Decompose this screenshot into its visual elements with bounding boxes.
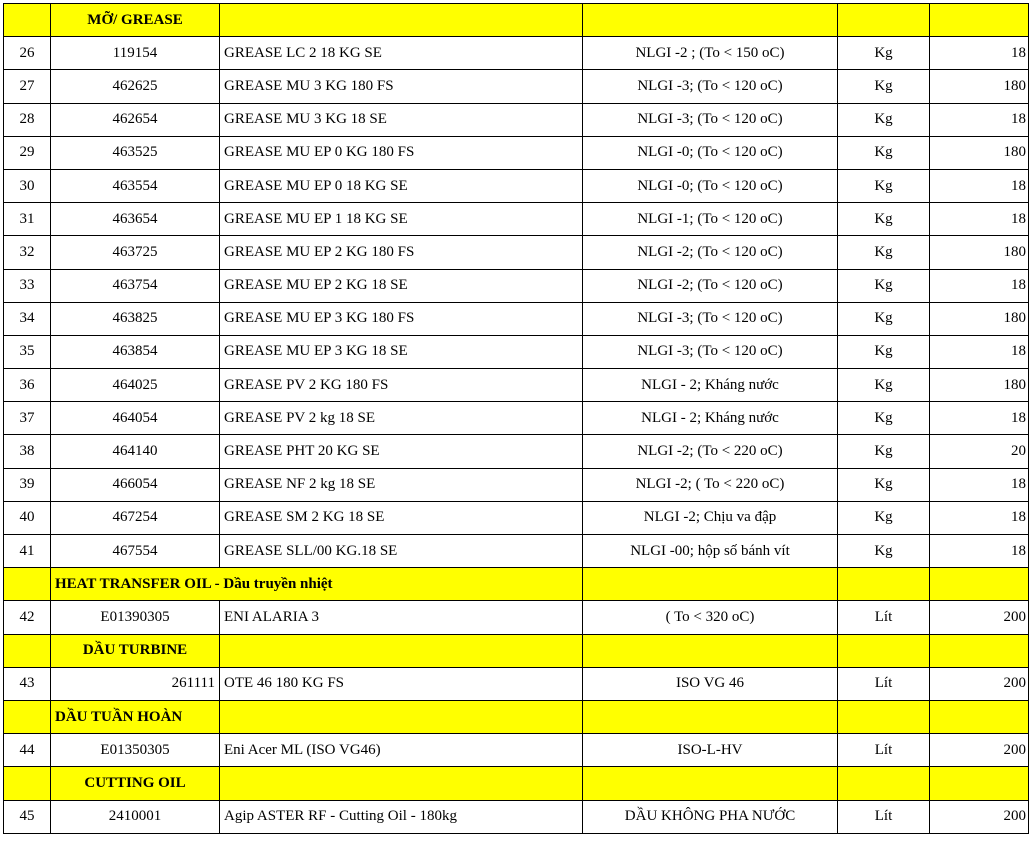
product-quantity: 18: [930, 37, 1029, 70]
product-quantity: 180: [930, 302, 1029, 335]
product-quantity: 200: [930, 667, 1029, 700]
product-code: 464025: [51, 369, 220, 402]
row-number: 34: [4, 302, 51, 335]
product-spec: NLGI - 2; Kháng nước: [583, 402, 838, 435]
product-name: GREASE PV 2 KG 180 FS: [220, 369, 583, 402]
product-code: 462625: [51, 70, 220, 103]
product-quantity: 180: [930, 369, 1029, 402]
product-table-body: [4, 4, 1029, 834]
product-quantity: 18: [930, 169, 1029, 202]
row-number: 30: [4, 169, 51, 202]
product-quantity: 180: [930, 136, 1029, 169]
product-spec: ISO VG 46: [583, 667, 838, 700]
product-name: Eni Acer ML (ISO VG46): [220, 734, 583, 767]
product-code: 119154: [51, 37, 220, 70]
section-header-blank-cell: [838, 634, 930, 667]
product-unit: Kg: [838, 203, 930, 236]
product-spec: NLGI -3; (To < 120 oC): [583, 103, 838, 136]
product-spec: NLGI -00; hộp số bánh vít: [583, 535, 838, 568]
section-header-row: [4, 634, 1029, 667]
product-spec: NLGI -2 ; (To < 150 oC): [583, 37, 838, 70]
section-header-blank-cell: [220, 634, 583, 667]
product-unit: Kg: [838, 236, 930, 269]
table-row: [4, 369, 1029, 402]
product-name: GREASE SM 2 KG 18 SE: [220, 501, 583, 534]
row-number: 44: [4, 734, 51, 767]
product-name: GREASE MU 3 KG 180 FS: [220, 70, 583, 103]
section-header-row: [4, 700, 1029, 733]
product-name: ENI ALARIA 3: [220, 601, 583, 634]
table-row: [4, 203, 1029, 236]
section-header-blank-cell: [930, 700, 1029, 733]
product-unit: Kg: [838, 37, 930, 70]
row-number: 36: [4, 369, 51, 402]
section-title: MỠ/ GREASE: [51, 4, 220, 37]
product-spec: DẦU KHÔNG PHA NƯỚC: [583, 800, 838, 833]
row-number: 39: [4, 468, 51, 501]
product-unit: Lít: [838, 800, 930, 833]
product-spec: NLGI -0; (To < 120 oC): [583, 169, 838, 202]
row-number: 38: [4, 435, 51, 468]
product-code: 462654: [51, 103, 220, 136]
table-row: [4, 302, 1029, 335]
row-number: 35: [4, 335, 51, 368]
product-name: GREASE MU EP 0 18 KG SE: [220, 169, 583, 202]
section-header-blank-cell: [838, 700, 930, 733]
product-spec: NLGI -3; (To < 120 oC): [583, 70, 838, 103]
product-unit: Lít: [838, 601, 930, 634]
product-quantity: 18: [930, 535, 1029, 568]
product-name: GREASE MU EP 2 KG 18 SE: [220, 269, 583, 302]
section-title: DẦU TURBINE: [51, 634, 220, 667]
section-header-blank-cell: [930, 767, 1029, 800]
section-header-blank-cell: [838, 4, 930, 37]
row-number: 37: [4, 402, 51, 435]
product-quantity: 18: [930, 203, 1029, 236]
product-name: GREASE PV 2 kg 18 SE: [220, 402, 583, 435]
table-row: [4, 136, 1029, 169]
table-row: [4, 601, 1029, 634]
row-number: 33: [4, 269, 51, 302]
section-header-blank-cell: [220, 767, 583, 800]
section-header-blank-cell: [4, 568, 51, 601]
product-unit: Lít: [838, 667, 930, 700]
product-spec: NLGI -2; (To < 220 oC): [583, 435, 838, 468]
product-code: 463654: [51, 203, 220, 236]
row-number: 27: [4, 70, 51, 103]
product-unit: Kg: [838, 103, 930, 136]
product-spec: NLGI - 2; Kháng nước: [583, 369, 838, 402]
product-name: GREASE MU EP 3 KG 18 SE: [220, 335, 583, 368]
product-spec: NLGI -2; (To < 120 oC): [583, 269, 838, 302]
table-row: [4, 402, 1029, 435]
table-row: [4, 734, 1029, 767]
product-quantity: 18: [930, 468, 1029, 501]
section-header-blank-cell: [4, 767, 51, 800]
section-header-blank-cell: [930, 568, 1029, 601]
section-header-blank-cell: [930, 634, 1029, 667]
table-row: [4, 800, 1029, 833]
product-name: GREASE MU 3 KG 18 SE: [220, 103, 583, 136]
section-header-blank-cell: [838, 568, 930, 601]
product-code: 464140: [51, 435, 220, 468]
section-header-blank-cell: [4, 634, 51, 667]
product-name: GREASE MU EP 0 KG 180 FS: [220, 136, 583, 169]
product-quantity: 180: [930, 70, 1029, 103]
table-row: [4, 37, 1029, 70]
product-unit: Kg: [838, 501, 930, 534]
product-quantity: 18: [930, 269, 1029, 302]
product-unit: Kg: [838, 535, 930, 568]
section-header-blank-cell: [930, 4, 1029, 37]
section-header-blank-cell: [220, 700, 583, 733]
product-name: GREASE MU EP 2 KG 180 FS: [220, 236, 583, 269]
product-spec: NLGI -3; (To < 120 oC): [583, 302, 838, 335]
section-header-blank-cell: [583, 4, 838, 37]
row-number: 43: [4, 667, 51, 700]
product-quantity: 180: [930, 236, 1029, 269]
section-header-blank-cell: [4, 4, 51, 37]
product-spec: ISO-L-HV: [583, 734, 838, 767]
product-unit: Kg: [838, 369, 930, 402]
product-code: 463854: [51, 335, 220, 368]
section-title: CUTTING OIL: [51, 767, 220, 800]
table-row: [4, 468, 1029, 501]
row-number: 26: [4, 37, 51, 70]
product-unit: Kg: [838, 169, 930, 202]
product-spec: NLGI -3; (To < 120 oC): [583, 335, 838, 368]
table-row: [4, 667, 1029, 700]
product-code: E01390305: [51, 601, 220, 634]
table-row: [4, 535, 1029, 568]
section-header-blank-cell: [220, 4, 583, 37]
product-quantity: 18: [930, 335, 1029, 368]
product-spec: NLGI -2; (To < 120 oC): [583, 236, 838, 269]
table-row: [4, 501, 1029, 534]
section-title: DẦU TUẦN HOÀN: [51, 700, 220, 733]
product-code: 463825: [51, 302, 220, 335]
product-quantity: 200: [930, 601, 1029, 634]
row-number: 42: [4, 601, 51, 634]
product-name: GREASE SLL/00 KG.18 SE: [220, 535, 583, 568]
table-row: [4, 70, 1029, 103]
product-quantity: 20: [930, 435, 1029, 468]
product-spec: NLGI -0; (To < 120 oC): [583, 136, 838, 169]
section-header-blank-cell: [583, 700, 838, 733]
product-name: GREASE NF 2 kg 18 SE: [220, 468, 583, 501]
product-unit: Kg: [838, 468, 930, 501]
table-row: [4, 169, 1029, 202]
product-quantity: 200: [930, 734, 1029, 767]
product-quantity: 200: [930, 800, 1029, 833]
product-code: 466054: [51, 468, 220, 501]
row-number: 41: [4, 535, 51, 568]
product-name: GREASE MU EP 1 18 KG SE: [220, 203, 583, 236]
section-header-row: [4, 568, 1029, 601]
product-quantity: 18: [930, 103, 1029, 136]
product-spec: NLGI -2; Chịu va đập: [583, 501, 838, 534]
product-table: [3, 3, 1029, 834]
product-unit: Kg: [838, 402, 930, 435]
row-number: 45: [4, 800, 51, 833]
section-header-blank-cell: [583, 634, 838, 667]
section-header-row: [4, 767, 1029, 800]
product-code: E01350305: [51, 734, 220, 767]
product-unit: Kg: [838, 269, 930, 302]
product-quantity: 18: [930, 402, 1029, 435]
product-unit: Kg: [838, 136, 930, 169]
row-number: 31: [4, 203, 51, 236]
product-name: GREASE MU EP 3 KG 180 FS: [220, 302, 583, 335]
table-row: [4, 335, 1029, 368]
table-row: [4, 435, 1029, 468]
product-code: 467254: [51, 501, 220, 534]
product-code: 464054: [51, 402, 220, 435]
row-number: 40: [4, 501, 51, 534]
table-row: [4, 236, 1029, 269]
table-row: [4, 103, 1029, 136]
product-spec: NLGI -1; (To < 120 oC): [583, 203, 838, 236]
product-spec: NLGI -2; ( To < 220 oC): [583, 468, 838, 501]
product-unit: Kg: [838, 302, 930, 335]
section-header-blank-cell: [583, 767, 838, 800]
product-code: 261111: [51, 667, 220, 700]
section-header-blank-cell: [583, 568, 838, 601]
section-title: HEAT TRANSFER OIL - Dầu truyền nhiệt: [51, 568, 583, 601]
product-unit: Kg: [838, 435, 930, 468]
row-number: 29: [4, 136, 51, 169]
row-number: 32: [4, 236, 51, 269]
product-unit: Kg: [838, 70, 930, 103]
product-code: 463725: [51, 236, 220, 269]
row-number: 28: [4, 103, 51, 136]
product-name: OTE 46 180 KG FS: [220, 667, 583, 700]
product-name: GREASE LC 2 18 KG SE: [220, 37, 583, 70]
product-spec: ( To < 320 oC): [583, 601, 838, 634]
product-name: Agip ASTER RF - Cutting Oil - 180kg: [220, 800, 583, 833]
product-unit: Kg: [838, 335, 930, 368]
product-code: 463525: [51, 136, 220, 169]
product-code: 463554: [51, 169, 220, 202]
section-header-blank-cell: [4, 700, 51, 733]
section-header-row: [4, 4, 1029, 37]
product-quantity: 18: [930, 501, 1029, 534]
product-code: 463754: [51, 269, 220, 302]
section-header-blank-cell: [838, 767, 930, 800]
product-name: GREASE PHT 20 KG SE: [220, 435, 583, 468]
product-code: 467554: [51, 535, 220, 568]
product-code: 2410001: [51, 800, 220, 833]
table-row: [4, 269, 1029, 302]
product-unit: Lít: [838, 734, 930, 767]
